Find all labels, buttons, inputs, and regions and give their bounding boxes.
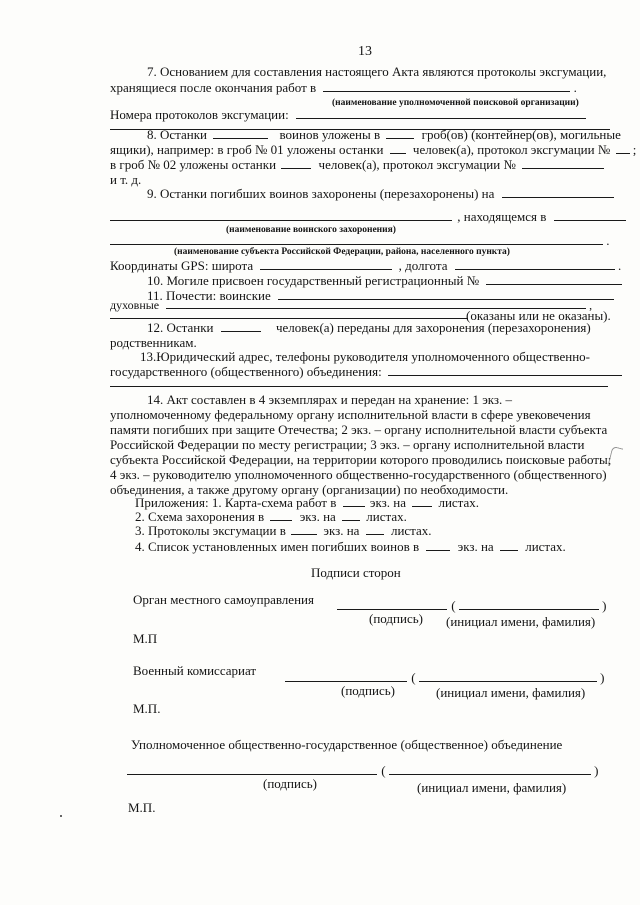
p7-organization-note: (наименование уполномоченной поисковой организации) [332, 98, 579, 108]
p10-line [147, 273, 622, 289]
p8-line-2a: ящики), например: в гроб № 01 уложены останки [110, 142, 384, 157]
attachment-3 [135, 523, 432, 539]
open-paren: ( [411, 670, 416, 685]
attachment-4-sheets-blank[interactable] [500, 539, 518, 551]
p12-line-2: родственникам. [110, 335, 197, 350]
open-paren: ( [381, 763, 386, 778]
legal-address-blank[interactable] [388, 364, 622, 376]
attachment-3-copies-blank[interactable] [291, 523, 317, 535]
local-government-label: Орган местного самоуправления [133, 592, 314, 607]
p14-line-7: объединения, а также другому органу (организации) по необходимости. [110, 482, 509, 497]
attachment-4b: экз. на [457, 539, 494, 554]
attachment-2c: листах. [366, 509, 407, 524]
gps-latitude-label: Координаты GPS: широта [110, 258, 254, 273]
attachment-1a: Приложения: 1. Карта-схема работ в [135, 495, 337, 510]
p8-line-1a: 8. Останки [147, 127, 207, 142]
attachment-1c: листах. [438, 495, 480, 510]
p7-line-2-text: хранящиеся после окончания работ в [110, 80, 317, 95]
military-commissariat-signature-note: (подпись) [341, 683, 395, 698]
attachment-4 [135, 539, 566, 555]
public-association-signature-line [127, 763, 598, 779]
p11-line-2-end: (оказаны или не оказаны). [466, 308, 611, 323]
open-paren: ( [451, 598, 456, 613]
military-commissariat-signature-blank[interactable] [285, 670, 407, 682]
relatives-count-blank[interactable] [221, 320, 261, 332]
public-association-stamp: М.П. [128, 800, 156, 815]
gps-longitude-label: , долгота [398, 258, 448, 273]
coffin-01-protocol-blank[interactable] [616, 142, 630, 154]
p8-line-1b: воинов уложены в [279, 127, 381, 142]
p12-line-1 [147, 320, 591, 336]
remains-count-blank[interactable] [213, 127, 268, 139]
close-paren: ) [600, 670, 605, 685]
public-association-initials-note: (инициал имени, фамилия) [417, 780, 567, 795]
p9-line-2 [110, 209, 626, 225]
coffin-02-protocol-blank[interactable] [522, 157, 604, 169]
region-note: (наименование субъекта Российской Федерации, района, населенного пункта) [174, 247, 510, 257]
p13-line-1: 13.Юридический адрес, телефоны руководителя уполномоченного общественно- [140, 349, 590, 364]
p9-location-line: . [110, 233, 610, 249]
military-commissariat-label: Военный комиссариат [133, 663, 257, 678]
longitude-blank[interactable] [455, 258, 615, 270]
burial-name-note: (наименование воинского захоронения) [226, 225, 396, 235]
attachment-3c: листах. [390, 523, 432, 538]
close-paren: ) [602, 598, 607, 613]
p8-line-1c: гроб(ов) (контейнер(ов), могильные [421, 127, 621, 142]
attachment-3-sheets-blank[interactable] [366, 523, 384, 535]
attachment-1b: экз. на [369, 495, 406, 510]
local-government-signature-note: (подпись) [369, 611, 423, 626]
p8-line-3b: человек(а), протокол эксгумации № [318, 157, 516, 172]
local-government-initials-note: (инициал имени, фамилия) [446, 614, 596, 629]
p9-line-1 [147, 186, 614, 202]
attachment-4c: листах. [525, 539, 566, 554]
p14-line-2: уполномоченному федеральному органу исполнительной власти в сфере увековечения [110, 407, 591, 422]
local-government-name-blank[interactable] [459, 598, 599, 610]
attachment-2a: 2. Схема захоронения в [135, 509, 265, 524]
local-government-stamp: М.П [133, 631, 158, 646]
military-commissariat-stamp: М.П. [133, 701, 161, 716]
attachment-3a: 3. Протоколы эксгумации в [135, 523, 286, 538]
p12-line-1b: человек(а) переданы для захоронения (перезахоронения) [276, 320, 591, 335]
p13-line-2-text: государственного (общественного) объединения: [110, 364, 382, 379]
location-blank[interactable] [554, 209, 626, 221]
public-association-signature-blank[interactable] [127, 763, 377, 775]
p8-line-3a: в гроб № 02 уложены останки [110, 157, 277, 172]
attachment-4a: 4. Список установленных имен погибших воинов в [135, 539, 420, 554]
p8-line-2c: ; [632, 142, 637, 157]
p10-text: 10. Могиле присвоен государственный регистрационный № [147, 273, 480, 288]
p14-line-3: памяти погибших при защите Отечества; 2 экз. – органу исполнительной власти субъекта [110, 422, 608, 437]
p14-line-4: Российской Федерации по месту регистрации; 3 экз. – органу исполнительной власти [110, 437, 585, 452]
p14-line-5: субъекта Российской Федерации, на территории которого проводились поисковые работы; [110, 452, 612, 467]
p13-continuation-rule [110, 386, 608, 387]
p14-line-1: 14. Акт составлен в 4 экземплярах и передан на хранение: 1 экз. – [147, 392, 513, 407]
p8-line-2 [110, 142, 636, 158]
handwritten-margin-mark [608, 446, 623, 467]
p8-line-4: и т. д. [110, 172, 142, 187]
p8-line-1 [147, 127, 621, 143]
public-association-signature-note: (подпись) [263, 776, 317, 791]
p11-line-2: духовные , [110, 298, 593, 312]
p13-line-2 [110, 364, 622, 380]
p8-line-2b: человек(а), протокол эксгумации № [412, 142, 611, 157]
p7-line-1: 7. Основанием для составления настоящего Акта являются протоколы эксгумации, [147, 64, 607, 79]
p11-second-rule [110, 318, 468, 319]
attachment-2b: экз. на [299, 509, 336, 524]
page-number: 13 [358, 44, 372, 59]
p12-line-1a: 12. Останки [147, 320, 214, 335]
region-blank[interactable] [110, 233, 603, 245]
coffin-02-count-blank[interactable] [281, 157, 311, 169]
p9-line-2-text: , находящемся в [457, 209, 547, 224]
military-commissariat-signature-line [285, 670, 604, 686]
attachment-2-copies-blank[interactable] [270, 509, 292, 521]
attachment-2-sheets-blank[interactable] [342, 509, 360, 521]
p7-line-3-text: Номера протоколов эксгумации: [110, 107, 289, 122]
attachment-1-copies-blank[interactable] [343, 495, 365, 507]
registration-number-blank[interactable] [486, 273, 622, 285]
military-commissariat-name-blank[interactable] [419, 670, 597, 682]
attachment-1-sheets-blank[interactable] [412, 495, 432, 507]
burial-name-blank[interactable] [110, 209, 452, 221]
military-commissariat-initials-note: (инициал имени, фамилия) [436, 685, 586, 700]
scan-speck [60, 815, 62, 817]
p11-line-1-text: 11. Почести: воинские [147, 288, 271, 303]
signatures-heading: Подписи сторон [311, 565, 401, 580]
p11-line-2-text: духовные [110, 298, 160, 312]
p7-line-2: хранящиеся после окончания работ в . [110, 80, 577, 95]
attachment-3b: экз. на [323, 523, 360, 538]
coffins-count-blank[interactable] [386, 127, 414, 139]
public-association-label: Уполномоченное общественно-государственное (общественное) объединение [131, 737, 563, 752]
gps-line: Координаты GPS: широта , долгота . [110, 258, 622, 273]
attachment-4-copies-blank[interactable] [426, 539, 450, 551]
p7-line-3 [110, 107, 586, 123]
p9-line-1-text: 9. Останки погибших воинов захоронены (перезахоронены) на [147, 186, 495, 201]
coffin-01-count-blank[interactable] [390, 142, 406, 154]
p8-line-3 [110, 157, 604, 173]
latitude-blank[interactable] [260, 258, 392, 270]
local-government-signature-blank[interactable] [337, 598, 447, 610]
p7-organization-blank[interactable] [323, 80, 570, 92]
exhumation-protocols-blank[interactable] [296, 107, 586, 119]
p14-line-6: 4 экз. – руководителю уполномоченного общественно-государственного (общественного) [110, 467, 607, 482]
public-association-name-blank[interactable] [389, 763, 591, 775]
close-paren: ) [594, 763, 599, 778]
burial-site-blank[interactable] [502, 186, 614, 198]
